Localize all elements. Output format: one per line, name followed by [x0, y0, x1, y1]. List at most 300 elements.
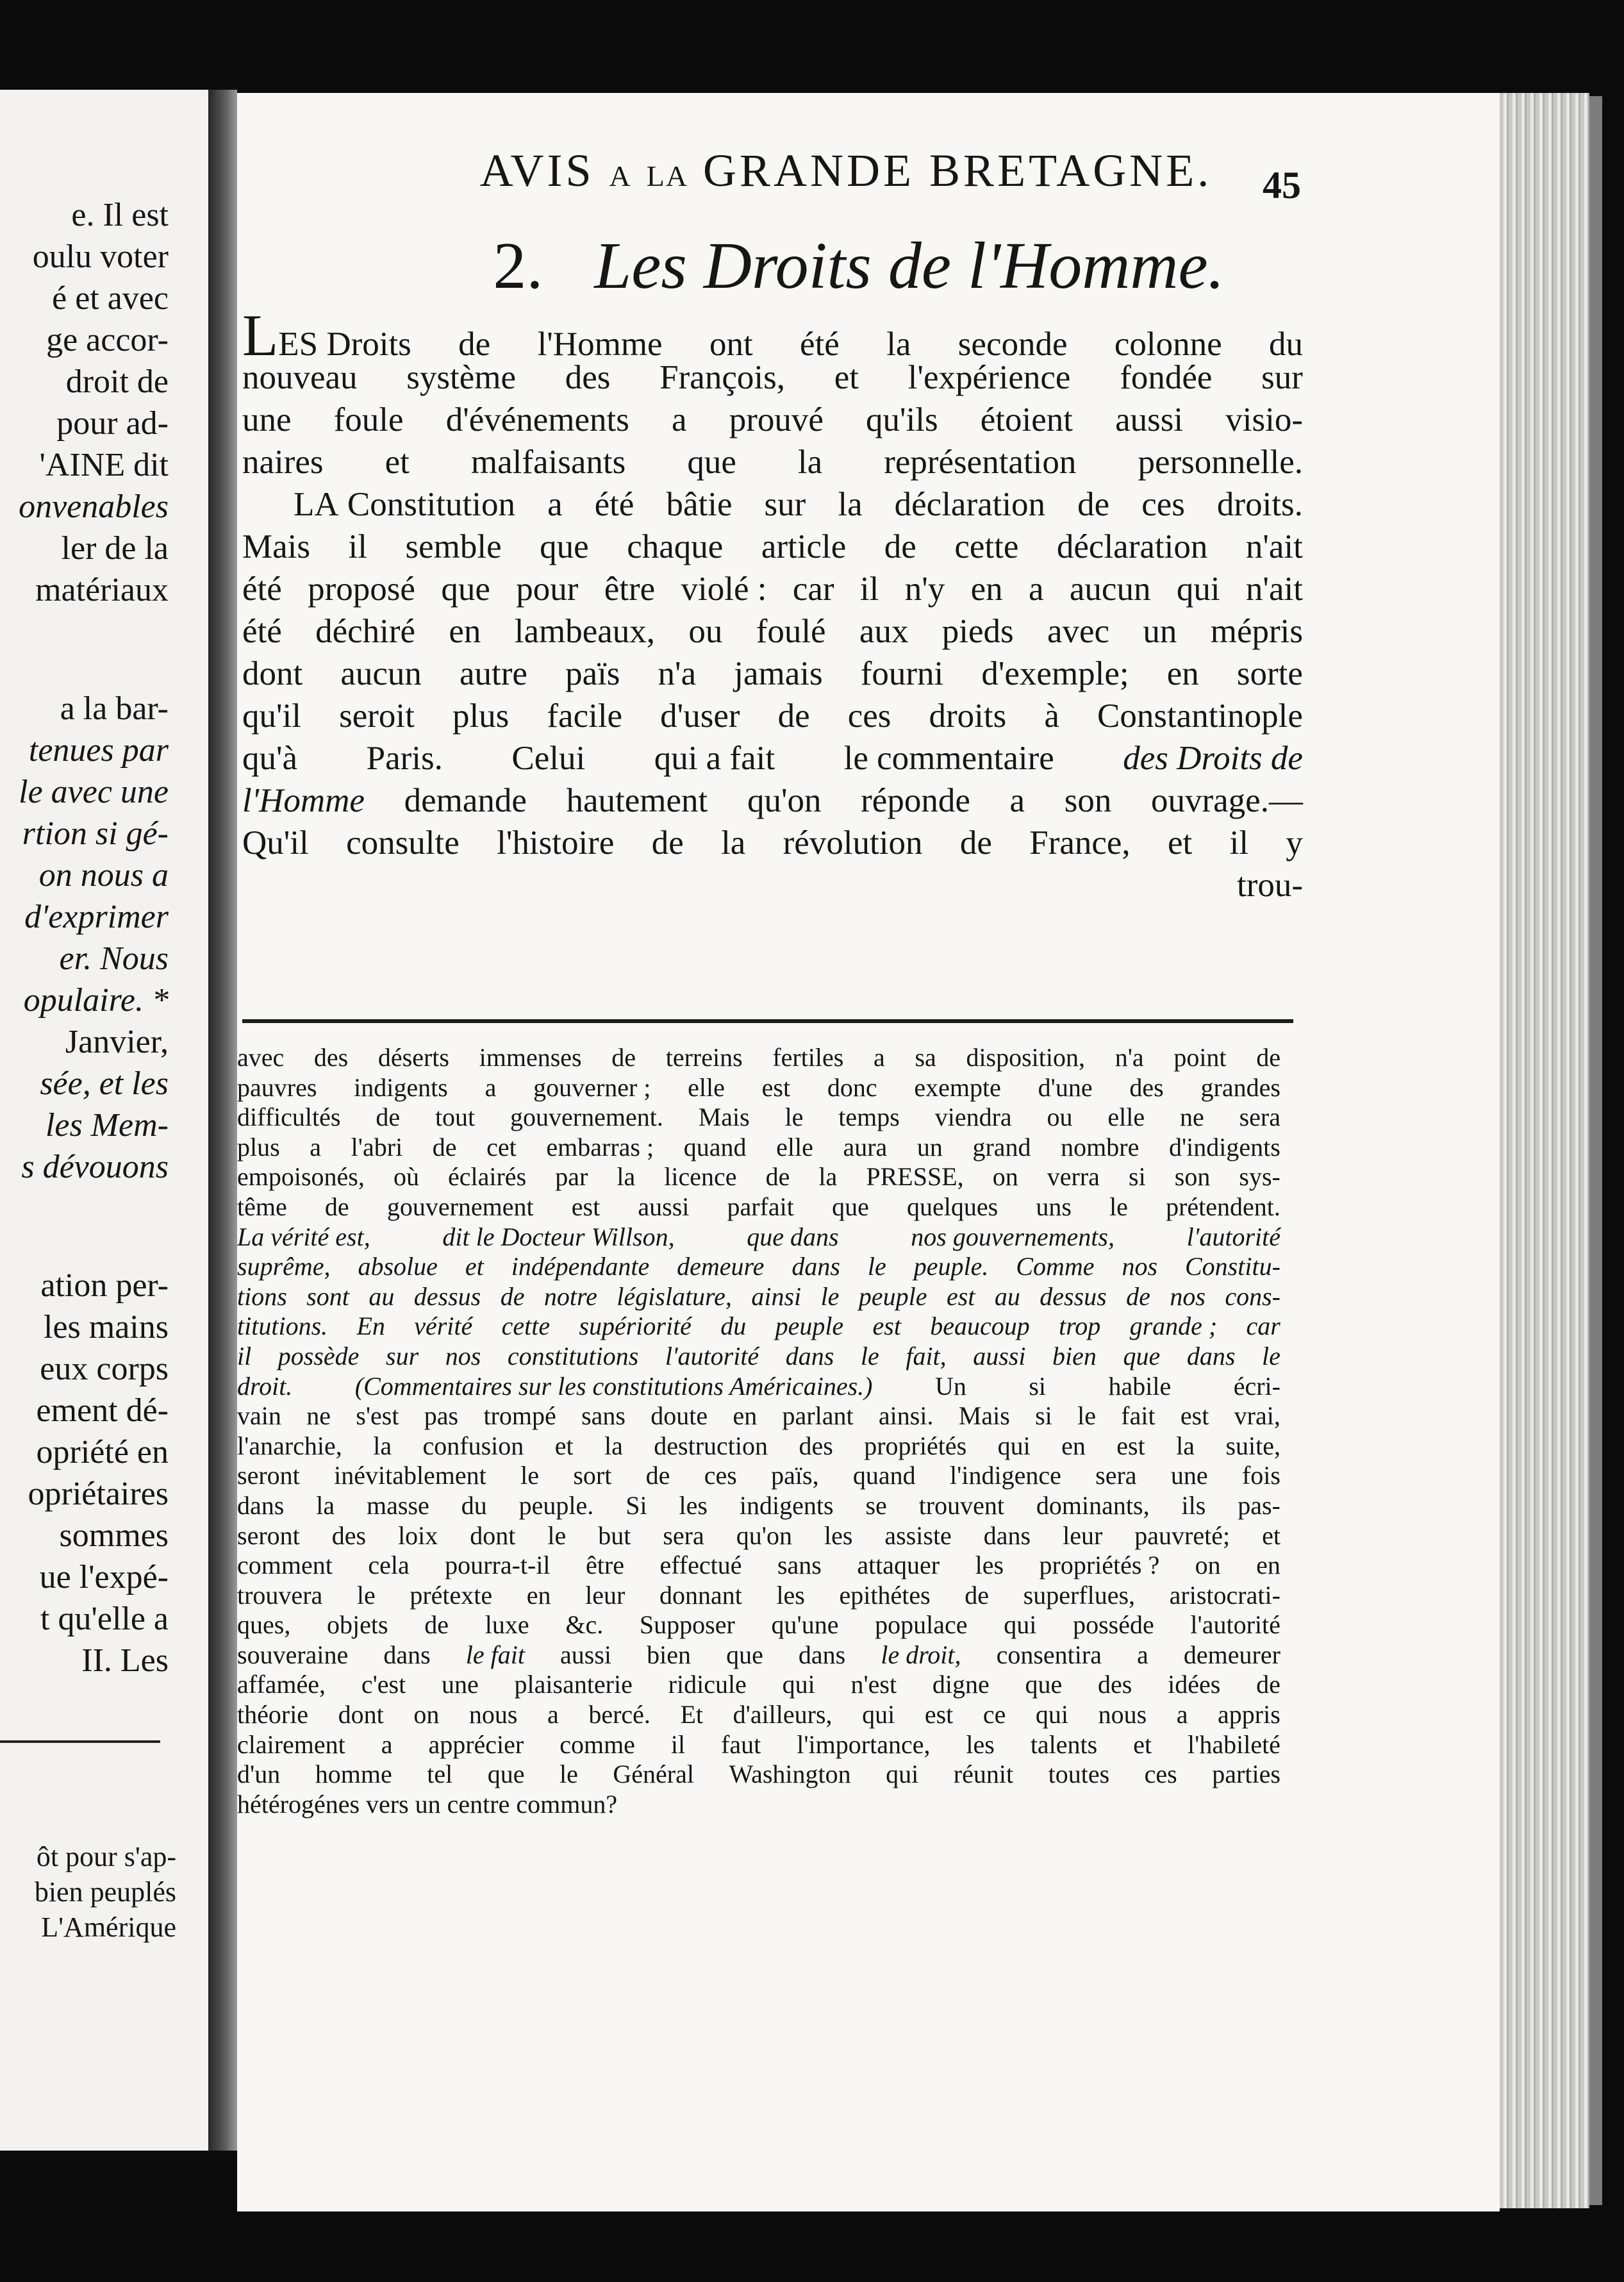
word: Mais	[242, 528, 310, 565]
left-page-line: opriétaires	[28, 1476, 169, 1512]
word: consentira	[996, 1640, 1102, 1669]
word: en	[970, 570, 1003, 608]
word: aura	[843, 1132, 888, 1162]
word: un	[1143, 613, 1177, 650]
word: est	[571, 1192, 601, 1221]
word: des	[1129, 1072, 1164, 1102]
word: elle	[1107, 1103, 1145, 1132]
word: nos	[1122, 1252, 1158, 1281]
word: a	[310, 1132, 322, 1162]
right-page	[237, 93, 1500, 2211]
word: homme	[315, 1760, 392, 1789]
word: écri-	[1233, 1371, 1280, 1401]
word: sur	[1261, 359, 1303, 396]
footnote-line	[237, 1312, 1280, 1342]
footnote-line	[237, 1372, 1280, 1402]
word: dans	[237, 1490, 285, 1520]
word: révolution	[783, 824, 923, 862]
word: Mais	[698, 1103, 750, 1132]
word: PRESSE,	[866, 1162, 964, 1192]
word: d'user	[660, 697, 740, 735]
word: est	[946, 1281, 975, 1311]
word: été	[242, 570, 282, 608]
word: de	[884, 528, 916, 565]
word: a	[381, 1729, 393, 1759]
word: et	[1133, 1729, 1152, 1759]
catchword-line	[242, 864, 1303, 906]
word: des	[565, 359, 611, 396]
footnote-separator-rule	[242, 1019, 1293, 1023]
word: ridicule	[668, 1670, 747, 1699]
word: exempte	[914, 1072, 1001, 1102]
word: indigents	[739, 1490, 834, 1520]
word: fois	[1241, 1461, 1280, 1490]
word: tions	[237, 1281, 287, 1311]
word: de	[651, 824, 684, 862]
word: que	[487, 1760, 525, 1789]
word: la	[797, 444, 823, 481]
word: la	[373, 1431, 392, 1460]
word: consulte	[346, 824, 460, 862]
word: dans	[1186, 1341, 1236, 1370]
word: bercé.	[588, 1700, 650, 1729]
word: législature,	[617, 1281, 732, 1311]
word: sera	[1239, 1103, 1280, 1132]
word: et	[554, 1431, 574, 1460]
word: si	[1129, 1162, 1146, 1192]
running-head-part1: AVIS	[479, 145, 595, 196]
word: des	[331, 1520, 367, 1550]
small-caps-word: LA	[294, 486, 339, 523]
word: nos gouvernements,	[911, 1222, 1114, 1251]
word: constitutions	[507, 1341, 639, 1370]
word: a	[1029, 570, 1044, 608]
drop-cap: L	[242, 303, 279, 368]
word: ou	[688, 613, 723, 650]
left-page-line: matériaux	[35, 572, 169, 608]
word: souveraine	[237, 1640, 349, 1669]
footnote-line	[237, 1700, 1280, 1730]
footnote-line	[237, 1133, 1280, 1163]
italic-phrase: des Droits de	[1123, 740, 1303, 777]
word: car	[792, 570, 834, 608]
word: l'histoire	[497, 824, 615, 862]
left-page-line: oulu voter	[32, 238, 169, 275]
word: a	[547, 1700, 559, 1729]
body-line	[242, 653, 1303, 695]
word	[294, 483, 515, 526]
word: d'exemple;	[981, 655, 1129, 692]
word: est	[924, 1700, 954, 1729]
word: le	[784, 1103, 804, 1132]
word: ces	[704, 1461, 737, 1490]
word: nouveau	[242, 359, 358, 396]
word: nombre	[1061, 1132, 1139, 1162]
word: et	[385, 444, 410, 481]
left-footnote-line: ôt pour s'ap-	[36, 1841, 176, 1872]
word: Général	[613, 1760, 694, 1789]
footnote-line	[237, 1610, 1280, 1640]
word: qui	[1004, 1610, 1037, 1640]
word: sans	[581, 1401, 626, 1431]
word: toutes	[1048, 1760, 1110, 1789]
section-title	[352, 228, 1365, 304]
word: à	[1044, 697, 1059, 735]
word: cette	[954, 528, 1019, 565]
word: verra	[1047, 1162, 1100, 1192]
word: gouvernement	[386, 1192, 534, 1221]
word: n'a	[658, 655, 697, 692]
word: Paris.	[366, 740, 443, 777]
word: aussi	[560, 1640, 612, 1669]
word: de	[1256, 1670, 1280, 1699]
word: nous	[1098, 1700, 1147, 1729]
word: il	[237, 1341, 252, 1370]
word: immenses	[479, 1043, 582, 1072]
word: Droits	[318, 326, 411, 363]
word: beaucoup	[930, 1312, 1030, 1341]
left-page-line: 'AINE dit	[39, 447, 169, 483]
word: dans	[383, 1640, 431, 1669]
word: grand	[972, 1132, 1031, 1162]
running-head-small2: LA	[646, 160, 689, 192]
word: la	[604, 1431, 623, 1460]
word: d'événements	[445, 401, 629, 438]
word: est	[872, 1312, 901, 1341]
word: ont	[709, 326, 753, 363]
word: a	[547, 486, 563, 523]
word: Mais	[958, 1401, 1010, 1431]
word: de	[500, 1281, 525, 1311]
word: ils	[1181, 1490, 1206, 1520]
word: leur	[585, 1580, 626, 1610]
word: appris	[1218, 1700, 1280, 1729]
footnote-line	[237, 1581, 1280, 1611]
footnote-line	[237, 1103, 1280, 1133]
word: grandes	[1200, 1072, 1280, 1102]
word: pour	[516, 570, 579, 608]
word: jamais	[734, 655, 823, 692]
word: la	[316, 1490, 335, 1520]
word: temps	[838, 1103, 900, 1132]
word: superflues,	[1023, 1580, 1136, 1610]
word: qui	[1176, 570, 1220, 608]
word: cons-	[1225, 1281, 1280, 1311]
left-page-line: tenues par	[28, 732, 169, 769]
word: peuple.	[518, 1490, 594, 1520]
word: nous	[468, 1700, 518, 1729]
word: que dans	[747, 1222, 839, 1251]
word: prouvé	[729, 401, 824, 438]
word: elle	[688, 1072, 725, 1102]
word: sont	[306, 1281, 349, 1311]
word: qu'à	[242, 740, 298, 777]
word: aucun	[340, 655, 422, 692]
word: du	[720, 1312, 747, 1341]
word: aucun	[1069, 570, 1151, 608]
left-footnote-line: bien peuplés	[34, 1876, 176, 1908]
word: parfait	[727, 1192, 794, 1221]
word: l'indigence	[950, 1461, 1061, 1490]
word: talents	[1030, 1729, 1098, 1759]
footnote-line	[237, 1342, 1280, 1372]
word: que	[726, 1640, 763, 1669]
word: d'un	[237, 1760, 281, 1789]
left-page-line: ement dé-	[36, 1392, 169, 1429]
word: théorie	[237, 1700, 309, 1729]
word: la	[1176, 1431, 1195, 1460]
word: populace	[875, 1610, 968, 1640]
word: en	[1061, 1431, 1086, 1460]
footnote-line	[237, 1670, 1280, 1700]
word: dont	[338, 1700, 384, 1729]
word: seront	[237, 1461, 300, 1490]
footnote-line	[237, 1282, 1280, 1312]
left-page-line: les mains	[44, 1309, 169, 1345]
word: en	[733, 1401, 758, 1431]
word: prétexte	[410, 1580, 493, 1610]
word: cet	[486, 1132, 517, 1162]
word: être	[586, 1551, 624, 1580]
word: qui	[862, 1700, 895, 1729]
word: donc	[827, 1072, 877, 1102]
footnote-line	[237, 1521, 1280, 1551]
word: l'habileté	[1188, 1729, 1280, 1759]
word: déclaration	[1056, 528, 1208, 565]
word: dans	[983, 1520, 1031, 1550]
word: foule	[333, 401, 404, 438]
word: effectué	[659, 1551, 742, 1580]
word: ques,	[237, 1610, 291, 1640]
left-page-line: pour ad-	[56, 405, 169, 442]
word: La vérité est,	[237, 1222, 370, 1251]
word: bâtie	[666, 486, 733, 523]
left-page-line: ler de la	[61, 530, 169, 567]
word: France,	[1029, 824, 1131, 862]
word: epithétes	[839, 1580, 931, 1610]
word: les	[776, 1580, 805, 1610]
word: dont	[470, 1520, 516, 1550]
word: de	[959, 824, 992, 862]
word: leur	[1063, 1520, 1103, 1550]
word: seront	[237, 1520, 300, 1550]
word: sys-	[1239, 1162, 1280, 1192]
footnote-line	[237, 1401, 1280, 1431]
word: nos	[445, 1341, 481, 1370]
word: chaque	[627, 528, 724, 565]
running-head	[365, 144, 1327, 197]
word: de	[1256, 1043, 1280, 1072]
word: difficultés	[237, 1103, 341, 1132]
word: pauvreté;	[1134, 1520, 1230, 1550]
left-page-line: ue l'expé-	[39, 1559, 169, 1595]
word: parties	[1212, 1760, 1280, 1789]
word: vrai,	[1234, 1401, 1280, 1431]
word: se	[865, 1490, 887, 1520]
word: que	[832, 1192, 869, 1221]
word: les	[975, 1551, 1004, 1580]
word: le	[860, 1341, 879, 1370]
word: été	[594, 486, 634, 523]
word: fertiles	[772, 1043, 844, 1072]
word: païs	[565, 655, 620, 692]
word: a	[1176, 1700, 1188, 1729]
word: sort	[573, 1461, 612, 1490]
word: sera	[1095, 1461, 1137, 1490]
word: et	[465, 1252, 484, 1281]
word: a	[874, 1043, 885, 1072]
word: qu'il	[242, 697, 301, 735]
word: a	[672, 401, 687, 438]
word: trouvent	[918, 1490, 1004, 1520]
word: sa	[915, 1043, 936, 1072]
word: semble	[405, 528, 502, 565]
word: il	[670, 1729, 686, 1759]
word: empoisonés,	[237, 1162, 365, 1192]
word: les	[966, 1729, 995, 1759]
left-page-line: droit de	[65, 363, 169, 400]
left-page-line: sommes	[59, 1517, 169, 1554]
word: uns	[1036, 1192, 1072, 1221]
word: aussi	[638, 1192, 690, 1221]
word: Si	[626, 1490, 647, 1520]
word: des	[313, 1043, 349, 1072]
word: quelques	[906, 1192, 998, 1221]
word: licence	[664, 1162, 737, 1192]
word: réunit	[953, 1760, 1014, 1789]
word: attaquer	[857, 1551, 940, 1580]
word: suprême,	[237, 1252, 331, 1281]
word: qui	[782, 1670, 815, 1699]
word: le	[547, 1520, 567, 1550]
word: absolue	[358, 1252, 438, 1281]
word: le	[867, 1252, 886, 1281]
word: en	[449, 613, 481, 650]
word: ainsi.	[878, 1401, 934, 1431]
word: que	[1123, 1341, 1161, 1370]
word: Constitution	[338, 486, 516, 523]
word: article	[761, 528, 847, 565]
word: bien	[647, 1640, 691, 1669]
word: ouvrage.—	[1151, 782, 1303, 819]
word: que	[1025, 1670, 1063, 1699]
word: Comme	[1016, 1252, 1095, 1281]
word: déclaration	[894, 486, 1046, 523]
footnote-line	[237, 1491, 1280, 1521]
word: qu'ils	[866, 401, 938, 438]
word: n'a	[1114, 1043, 1144, 1072]
word: aux	[859, 613, 909, 650]
word: gouvernement.	[510, 1103, 663, 1132]
word: ce	[982, 1700, 1006, 1729]
word: confusion	[422, 1431, 524, 1460]
word: la	[886, 326, 911, 363]
word: ces	[847, 697, 891, 735]
word: supériorité	[579, 1312, 692, 1341]
word: ainsi	[751, 1281, 802, 1311]
word: il	[1229, 824, 1249, 862]
word: les	[679, 1490, 708, 1520]
word: l'abri	[351, 1132, 403, 1162]
left-page-line: er. Nous	[59, 940, 169, 977]
word: malfaisants	[470, 444, 626, 481]
word: la	[838, 486, 863, 523]
word: qui a fait	[654, 740, 775, 777]
page-edge-shadow	[1589, 96, 1602, 2205]
word: Constitu-	[1184, 1252, 1280, 1281]
word: hautement	[566, 782, 708, 819]
left-page-line: ation per-	[40, 1267, 169, 1304]
footnote-line	[237, 1730, 1280, 1760]
word: &c.	[565, 1610, 604, 1640]
word: cela	[368, 1551, 410, 1580]
word: que	[540, 528, 589, 565]
word: naires	[242, 444, 324, 481]
word: hétérogénes vers un centre commun?	[237, 1789, 618, 1819]
word: du	[1269, 326, 1303, 363]
left-page-line: d'exprimer	[24, 899, 169, 935]
word: au	[369, 1281, 395, 1311]
left-page-line: a la bar-	[60, 690, 169, 727]
word: a	[485, 1072, 497, 1102]
footnote-line	[237, 1222, 1280, 1253]
word: droits.	[1216, 486, 1303, 523]
word: il	[348, 528, 367, 565]
word: on	[413, 1700, 440, 1729]
left-footnote-line: L'Amérique	[41, 1911, 176, 1943]
word: fait	[1121, 1401, 1156, 1431]
word: indépendante	[511, 1252, 650, 1281]
word: inévitablement	[334, 1461, 486, 1490]
word: violé :	[681, 570, 767, 608]
word: le commentaire	[843, 740, 1054, 777]
word: n'y	[904, 570, 945, 608]
word: trouvera	[237, 1580, 323, 1610]
word: Supposer	[639, 1610, 735, 1640]
word: et	[1262, 1520, 1280, 1550]
italic-phrase: le droit,	[881, 1640, 961, 1669]
word: de	[1077, 486, 1110, 523]
footnote-line	[237, 1043, 1280, 1073]
word: pourra-t-il	[445, 1551, 551, 1580]
footnote-line	[237, 1790, 1280, 1820]
word: déchiré	[315, 613, 416, 650]
body-line	[242, 483, 1303, 526]
word: personnelle.	[1138, 444, 1303, 481]
word: l'autorité	[665, 1341, 759, 1370]
word: et	[1168, 824, 1193, 862]
word: dominants,	[1036, 1490, 1150, 1520]
word: ces	[1144, 1760, 1177, 1789]
word: le	[820, 1281, 840, 1311]
word: habile	[1108, 1371, 1172, 1401]
word: qu'on	[747, 782, 822, 819]
word: ces	[1141, 486, 1185, 523]
word: digne	[932, 1670, 990, 1699]
word: une	[242, 401, 292, 438]
word: du	[461, 1490, 487, 1520]
word: prétendent.	[1166, 1192, 1280, 1221]
word: l'importance,	[797, 1729, 931, 1759]
page-block-edge	[1500, 93, 1589, 2208]
word: mépris	[1210, 613, 1303, 650]
word: plus	[237, 1132, 280, 1162]
word: la	[818, 1162, 838, 1192]
left-page-line: le avec une	[19, 774, 169, 810]
word: vérité	[414, 1312, 473, 1341]
left-page-line: rtion si gé-	[22, 815, 169, 852]
word: de	[1126, 1281, 1150, 1311]
